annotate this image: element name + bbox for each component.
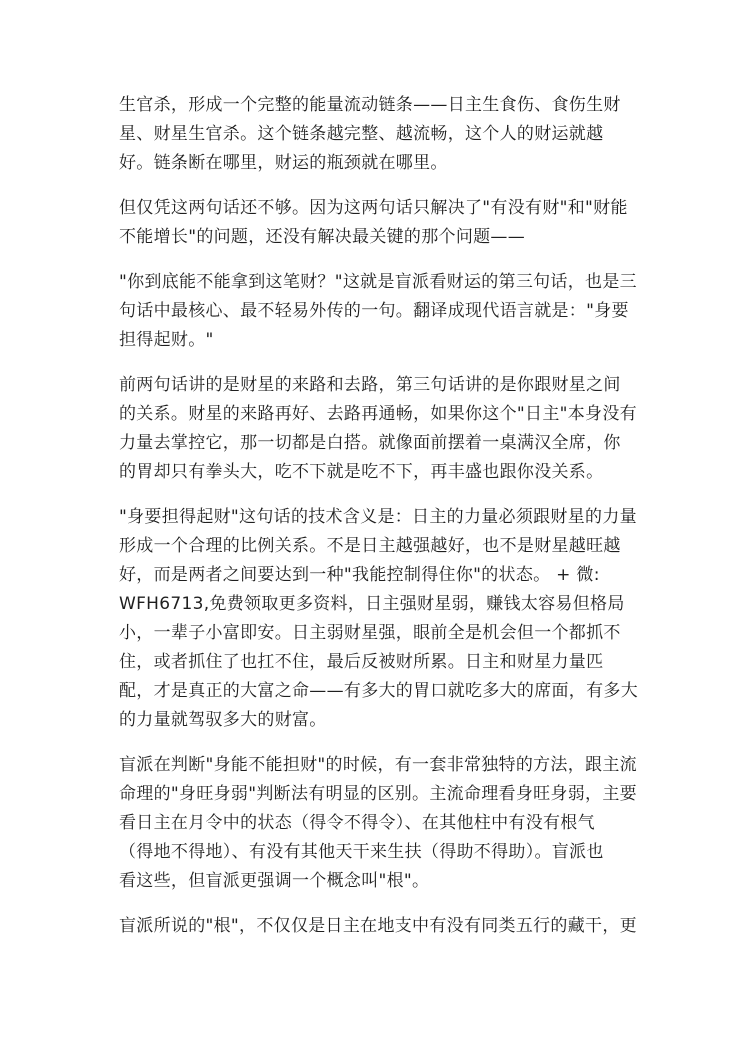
paragraph: [119, 751, 639, 896]
paragraph: [119, 371, 639, 487]
text-line: 盲派在判断"身能不能担财"的时候，有一套非常独特的方法，跟主流: [119, 755, 637, 775]
text-line: 盲派所说的"根"，不仅仅是日主在地支中有没有同类五行的藏干，更: [119, 916, 637, 936]
text-line: 看日主在月令中的状态（得令不得令）、在其他柱中有没有根气: [119, 813, 595, 833]
text-line: "你到底能不能拿到这笔财？"这就是盲派看财运的第三句话，也是三: [119, 272, 637, 292]
text-line: 力量去掌控它，那一切都是白搭。就像面前摆着一桌满汉全席，你: [119, 433, 621, 453]
paragraph: [119, 268, 639, 355]
text-line: 形成一个合理的比例关系。不是日主越强越好，也不是财星越旺越: [119, 536, 621, 556]
text-line: 的力量就驾驭多大的财富。: [119, 710, 327, 730]
text-line: 不能增长"的问题，还没有解决最关键的那个问题——: [119, 227, 526, 247]
text-line: 的胃却只有拳头大，吃不下就是吃不下，再丰盛也跟你没关系。: [119, 462, 604, 482]
text-line: 句话中最核心、最不轻易外传的一句。翻译成现代语言就是："身要: [119, 301, 629, 321]
text-line: 星、财星生官杀。这个链条越完整、越流畅，这个人的财运就越: [119, 124, 604, 144]
text-line: 好。链条断在哪里，财运的瓶颈就在哪里。: [119, 153, 448, 173]
document-body: [119, 91, 639, 957]
text-line: 看这些，但盲派更强调一个概念叫"根"。: [119, 871, 430, 891]
text-line: 的关系。财星的来路再好、去路再通畅，如果你这个"日主"本身没有: [119, 404, 637, 424]
text-line: 住，或者抓住了也扛不住，最后反被财所累。日主和财星力量匹: [119, 652, 604, 672]
text-line: 配，才是真正的大富之命——有多大的胃口就吃多大的席面，有多大: [119, 681, 638, 701]
text-line: 前两句话讲的是财星的来路和去路，第三句话讲的是你跟财星之间: [119, 375, 621, 395]
text-line: 好，而是两者之间要达到一种"我能控制得住你"的状态。 + 微:: [119, 565, 600, 585]
text-line: 担得起财。": [119, 330, 214, 350]
paragraph: [119, 194, 639, 252]
text-line: 生官杀，形成一个完整的能量流动链条——日主生食伤、食伤生财: [119, 95, 621, 115]
text-line: 但仅凭这两句话还不够。因为这两句话只解决了"有没有财"和"财能: [119, 198, 628, 218]
text-line: WFH6713,免费领取更多资料，日主强财星弱，赚钱太容易但格局: [119, 594, 625, 614]
paragraph: [119, 503, 639, 735]
paragraph: [119, 912, 639, 941]
paragraph: [119, 91, 639, 178]
text-line: 小，一辈子小富即安。日主弱财星强，眼前全是机会但一个都抓不: [119, 623, 621, 643]
text-line: 命理的"身旺身弱"判断法有明显的区别。主流命理看身旺身弱，主要: [119, 784, 637, 804]
text-line: （得地不得地）、有没有其他天干来生扶（得助不得助）。盲派也: [119, 842, 604, 862]
text-line: "身要担得起财"这句话的技术含义是：日主的力量必须跟财星的力量: [119, 507, 637, 527]
